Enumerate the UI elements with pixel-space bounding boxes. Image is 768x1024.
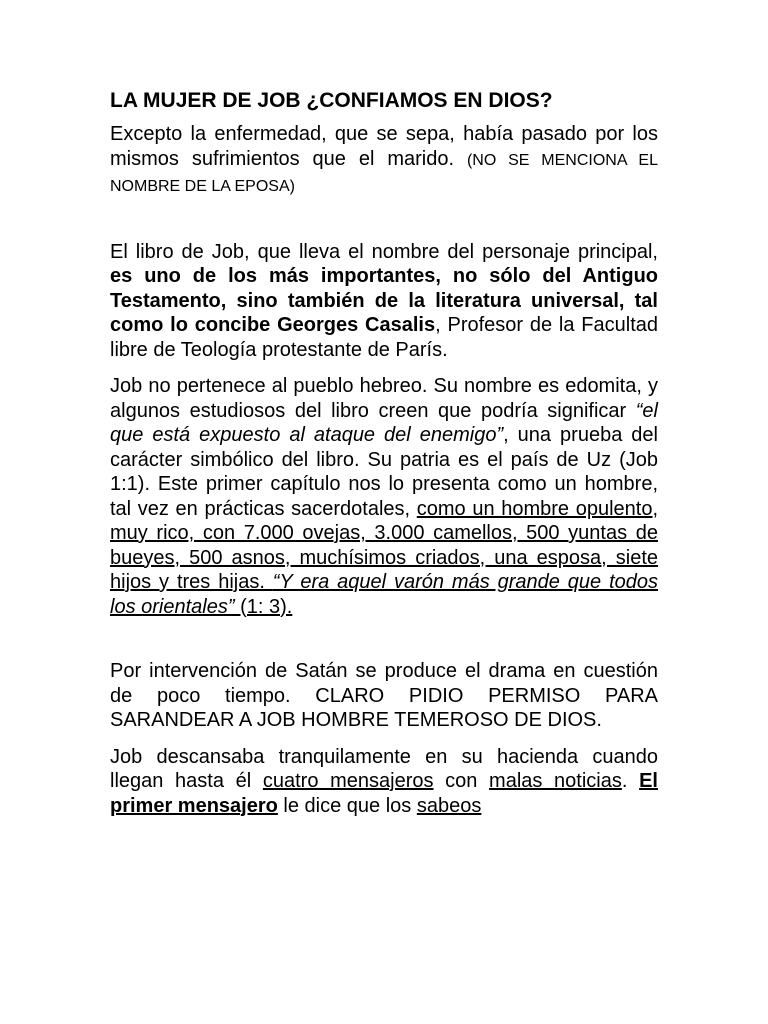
paragraph-3 <box>110 374 658 619</box>
paragraph-5-text-a: Job descansaba tranquilamente en su hacienda cuando llegan hasta él <box>110 745 658 792</box>
paragraph-2-text-a: El libro de Job, que lleva el nombre del personaje principal, <box>110 240 658 263</box>
paragraph-2-text-b: , Profesor de la Facultad libre de Teología protestante de París. <box>110 314 658 361</box>
paragraph-5-text-b: con <box>433 770 490 792</box>
paragraph-5-text-c: . <box>621 770 640 792</box>
paragraph-1 <box>110 122 658 200</box>
document-page <box>110 86 658 818</box>
paragraph-2 <box>110 240 658 363</box>
paragraph-1-note: (NO SE MENCIONA EL NOMBRE DE LA EPOSA) <box>110 151 659 195</box>
paragraph-5-bold-underlined: El primer mensajero <box>110 770 658 817</box>
paragraph-5 <box>110 745 658 819</box>
paragraph-3-underlined-a: como un hombre opulento, muy rico, con 7.000 ovejas, 3.000 camellos, 500 yuntas de bueyes, 500 asnos, muchísimos criados, una esposa, siete hijos y tres hijas. <box>110 497 658 593</box>
paragraph-4-text: Por intervención de Satán se produce el drama en cuestión de poco tiempo. CLARO PIDIO PERMISO PARA SARANDEAR A JOB HOMBRE TEMEROSO DE DIOS. <box>110 660 658 731</box>
paragraph-5-text-d: le dice que los <box>277 794 417 817</box>
paragraph-5-underlined-b: malas noticias <box>489 770 622 792</box>
paragraph-4 <box>110 659 658 733</box>
document-title: LA MUJER DE JOB ¿CONFIAMOS EN DIOS? <box>110 89 553 112</box>
paragraph-1-text: Excepto la enfermedad, que se sepa, había pasado por los mismos sufrimientos que el marido. <box>110 123 658 170</box>
paragraph-5-underlined-a: cuatro mensajeros <box>262 770 434 792</box>
paragraph-2-bold: es uno de los más importantes, no sólo del Antiguo Testamento, sino también de la literatura universal, tal como lo concibe Georges Casalis <box>110 265 658 336</box>
paragraph-3-text-b: , una prueba del carácter simbólico del libro. Su patria es el país de Uz (Job 1:1). Este primer capítulo nos lo presenta como un hombre, tal vez en prácticas sacerdotales, <box>110 424 658 520</box>
paragraph-3-text-a: Job no pertenece al pueblo hebreo. Su nombre es edomita, y algunos estudiosos del libro creen que podría significar <box>110 375 658 422</box>
paragraph-5-underlined-c: sabeos <box>416 794 482 817</box>
paragraph-3-italic-quote: “el que está expuesto al ataque del enemigo” <box>110 399 658 446</box>
paragraph-3-underlined-b: (1: 3). <box>234 595 293 618</box>
paragraph-3-underlined-quote: “Y era aquel varón más grande que todos los orientales” <box>110 571 659 618</box>
